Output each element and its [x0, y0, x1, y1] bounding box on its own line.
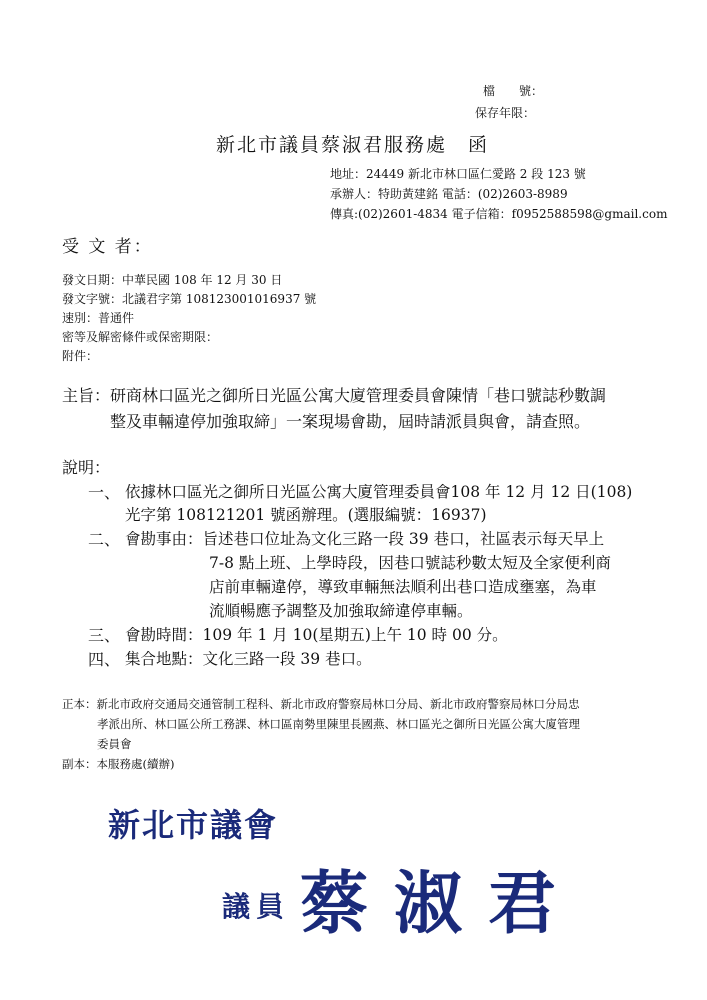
council-stamp: 新北市議會 — [108, 806, 279, 844]
main-recipients-line-1: 正本：新北市政府交通局交通管制工程科、新北市政府警察局林口分局、新北市政府警察局林口分局忠 — [62, 697, 580, 711]
item-line: 流順暢應予調整及加強取締違停車輛。 — [209, 602, 473, 620]
copy-recipients: 副本：本服務處(續辦) — [62, 757, 175, 771]
sender-address: 地址：24449 新北市林口區仁愛路 2 段 123 號 — [330, 167, 586, 181]
subject-line-1: 主旨：研商林口區光之御所日光區公寓大廈管理委員會陳情「巷口號誌秒數調 — [62, 386, 607, 405]
main-recipients-line-3: 委員會 — [97, 737, 132, 751]
handler-phone: 承辦人：特助黃建銘 電話：(02)2603-8989 — [330, 187, 568, 201]
item-line: 7-8 點上班、上學時段，因巷口號誌秒數太短及全家便利商 — [209, 554, 611, 572]
document-title: 新北市議員蔡淑君服務處 函 — [216, 134, 490, 156]
security-level: 密等及解密條件或保密期限： — [62, 330, 219, 344]
retention-period-label: 保存年限： — [475, 106, 536, 120]
recipient-label: 受 文 者： — [62, 237, 153, 257]
subject-line-2: 整及車輛違停加強取締」一案現場會勘，屆時請派員與會，請查照。 — [110, 412, 591, 431]
main-recipients-line-2: 孝派出所、林口區公所工務課、林口區南勢里陳里長國燕、林口區光之御所日光區公寓大廈管理 — [97, 717, 580, 731]
item-line: 會勘時間：109 年 1 月 10(星期五)上午 10 時 00 分。 — [125, 626, 508, 644]
item-line: 會勘事由：旨述巷口位址為文化三路一段 39 巷口，社區表示每天早上 — [125, 530, 605, 548]
item-line: 依據林口區光之御所日光區公寓大廈管理委員會108 年 12 月 12 日(108) — [125, 483, 633, 501]
fax-email: 傳真:(02)2601-4834 電子信箱：f0952588598@gmail.com — [330, 207, 668, 221]
document-number: 發文字號：北議君字第 108123001016937 號 — [62, 292, 317, 306]
item-line: 集合地點：文化三路一段 39 巷口。 — [125, 650, 372, 668]
item-number: 二、 — [88, 530, 121, 549]
councilor-title-stamp: 議員 — [222, 890, 291, 923]
item-number: 一、 — [88, 483, 121, 502]
explanation-label: 說明： — [62, 458, 111, 477]
delivery-speed: 速別：普通件 — [62, 311, 135, 325]
councilor-name-stamp: 蔡淑君 — [300, 864, 583, 944]
item-number: 四、 — [88, 650, 121, 669]
attachment-label: 附件： — [62, 349, 99, 363]
item-line: 店前車輛違停，導致車輛無法順利出巷口造成壅塞，為車 — [209, 578, 597, 596]
file-number-label: 檔 號： — [483, 84, 544, 98]
item-line: 光字第 108121201 號函辦理。(選服編號：16937) — [125, 506, 487, 524]
issue-date: 發文日期：中華民國 108 年 12 月 30 日 — [62, 273, 283, 287]
item-number: 三、 — [88, 626, 121, 645]
